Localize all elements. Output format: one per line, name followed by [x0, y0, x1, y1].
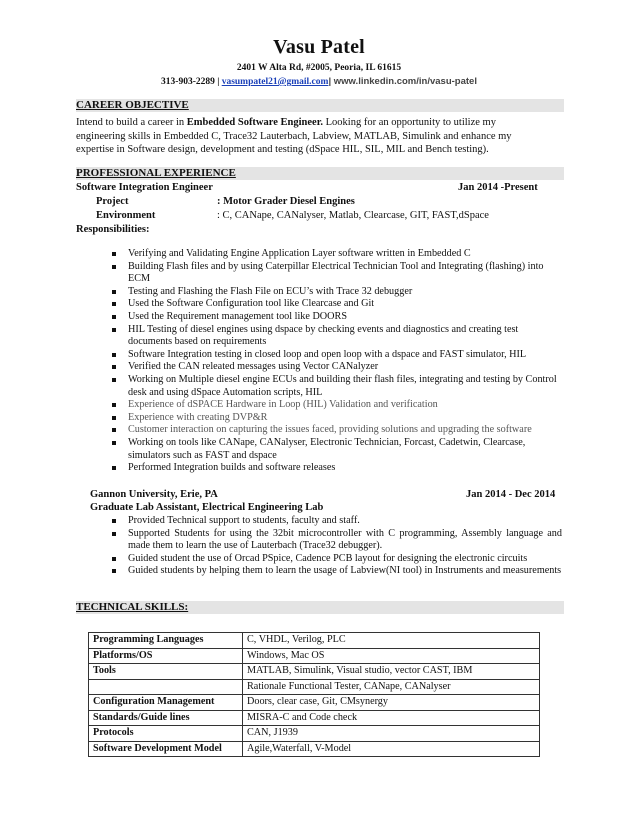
skill-category: Configuration Management: [89, 695, 243, 711]
email-link[interactable]: vasumpatel21@gmail.com: [221, 77, 329, 87]
list-item: Testing and Flashing the Flash File on ECU’s with Trace 32 debugger: [112, 286, 562, 299]
list-item: HIL Testing of diesel engines using dspace by checking events and diagnostics and creating test documents based on requirements: [112, 324, 562, 349]
job1-environment-value: : C, CANape, CANalyser, Matlab, Clearcase, GIT, FAST,dSpace: [217, 210, 489, 221]
skill-category: Protocols: [89, 726, 243, 742]
address: 2401 W Alta Rd, #2005, Peoria, IL 61615: [236, 63, 402, 73]
skill-value: CAN, J1939: [243, 726, 540, 742]
skill-value: MISRA-C and Code check: [243, 710, 540, 726]
section-heading-skills: TECHNICAL SKILLS:: [76, 601, 564, 614]
list-item: Used the Software Configuration tool like Clearcase and Git: [112, 298, 562, 311]
job1-project-label: Project: [96, 196, 129, 207]
website-link[interactable]: | www.linkedin.com/in/vasu-patel: [328, 76, 477, 87]
job2-dates: Jan 2014 - Dec 2014: [466, 489, 556, 500]
list-item: Experience with creating DVP&R: [112, 412, 562, 425]
objective-line2: engineering skills in Embedded C, Trace32 Lauterbach, Labview, MATLAB, Simulink and enhance my: [76, 130, 512, 142]
candidate-name: Vasu Patel: [273, 36, 365, 58]
skill-value: Doors, clear case, Git, CMsynergy: [243, 695, 540, 711]
list-item: Used the Requirement management tool like DOORS: [112, 311, 562, 324]
table-row: [89, 726, 540, 742]
skill-category: Platforms/OS: [89, 648, 243, 664]
table-row: [89, 648, 540, 664]
skill-category: Tools: [89, 664, 243, 680]
job1-environment-label: Environment: [96, 210, 156, 221]
list-item: Software Integration testing in closed loop and open loop with a dspace and FAST simulator, HIL: [112, 349, 562, 362]
job2-organization: Gannon University, Erie, PA: [90, 489, 218, 500]
skill-value: Rationale Functional Tester, CANape, CANalyser: [243, 679, 540, 695]
job1-project-value: : Motor Grader Diesel Engines: [217, 196, 355, 207]
list-item: Customer interaction on capturing the issues faced, providing solutions and upgrading the software: [112, 424, 562, 437]
list-item: Verifying and Validating Engine Application Layer software written in Embedded C: [112, 248, 562, 261]
skill-category: [89, 679, 243, 695]
table-row: [89, 664, 540, 680]
table-row: [89, 710, 540, 726]
list-item: Working on tools like CANape, CANalyser, Electronic Technician, Forcast, Cadetwin, Clearcase, simulators such as FAST and dspace: [112, 437, 562, 462]
job1-responsibilities-label: Responsibilities:: [76, 224, 150, 235]
table-row: [89, 741, 540, 757]
skill-value: C, VHDL, Verilog, PLC: [243, 633, 540, 649]
section-heading-objective: CAREER OBJECTIVE: [76, 99, 564, 112]
table-row: [89, 633, 540, 649]
skill-category: Programming Languages: [89, 633, 243, 649]
objective-line1: Looking for an opportunity to utilize my: [325, 117, 496, 128]
job1-dates: Jan 2014 -Present: [458, 182, 538, 193]
list-item: Working on Multiple diesel engine ECUs and building their flash files, integrating and testing by Control desk and using dSpace Automation scripts, HIL: [112, 374, 562, 399]
skill-value: Windows, Mac OS: [243, 648, 540, 664]
objective-lead: Intend to build a career in: [76, 117, 185, 128]
skill-category: Standards/Guide lines: [89, 710, 243, 726]
table-row: [89, 679, 540, 695]
list-item: Guided student the use of Orcad PSpice, Cadence PCB layout for designing the electronic circuits: [112, 553, 562, 566]
phone: 313-903-2289 |: [161, 77, 220, 87]
job2-bullet-list: [112, 515, 562, 578]
objective-role: Embedded Software Engineer.: [186, 117, 324, 128]
list-item: Supported Students for using the 32bit microcontroller with C programming, Assembly language and made them to learn the use of Lauterbach (Trace32 debugger).: [112, 528, 562, 553]
job2-title: Graduate Lab Assistant, Electrical Engineering Lab: [90, 502, 324, 513]
job1-bullet-list: [112, 248, 562, 475]
skills-table: [88, 632, 540, 757]
list-item: Guided students by helping them to learn the usage of Labview(NI tool) in Instruments and measurements: [112, 565, 562, 578]
skill-value: Agile,Waterfall, V-Model: [243, 741, 540, 757]
list-item: Provided Technical support to students, faculty and staff.: [112, 515, 562, 528]
table-row: [89, 695, 540, 711]
section-heading-experience: PROFESSIONAL EXPERIENCE: [76, 167, 564, 180]
contact-line: [0, 76, 638, 87]
list-item: Experience of dSPACE Hardware in Loop (HIL) Validation and verification: [112, 399, 562, 412]
skill-value: MATLAB, Simulink, Visual studio, vector CAST, IBM: [243, 664, 540, 680]
list-item: Performed Integration builds and software releases: [112, 462, 562, 475]
objective-line3: expertise in Software design, development and testing (dSpace HIL, SIL, MIL and Bench testing).: [76, 144, 489, 155]
list-item: Building Flash files and by using Caterpillar Electrical Technician Tool and Integrating (flashing) into ECM: [112, 261, 562, 286]
list-item: Verified the CAN releated messages using Vector CANalyzer: [112, 361, 562, 374]
job1-title: Software Integration Engineer: [76, 182, 213, 193]
skill-category: Software Development Model: [89, 741, 243, 757]
objective-text: [76, 116, 564, 157]
